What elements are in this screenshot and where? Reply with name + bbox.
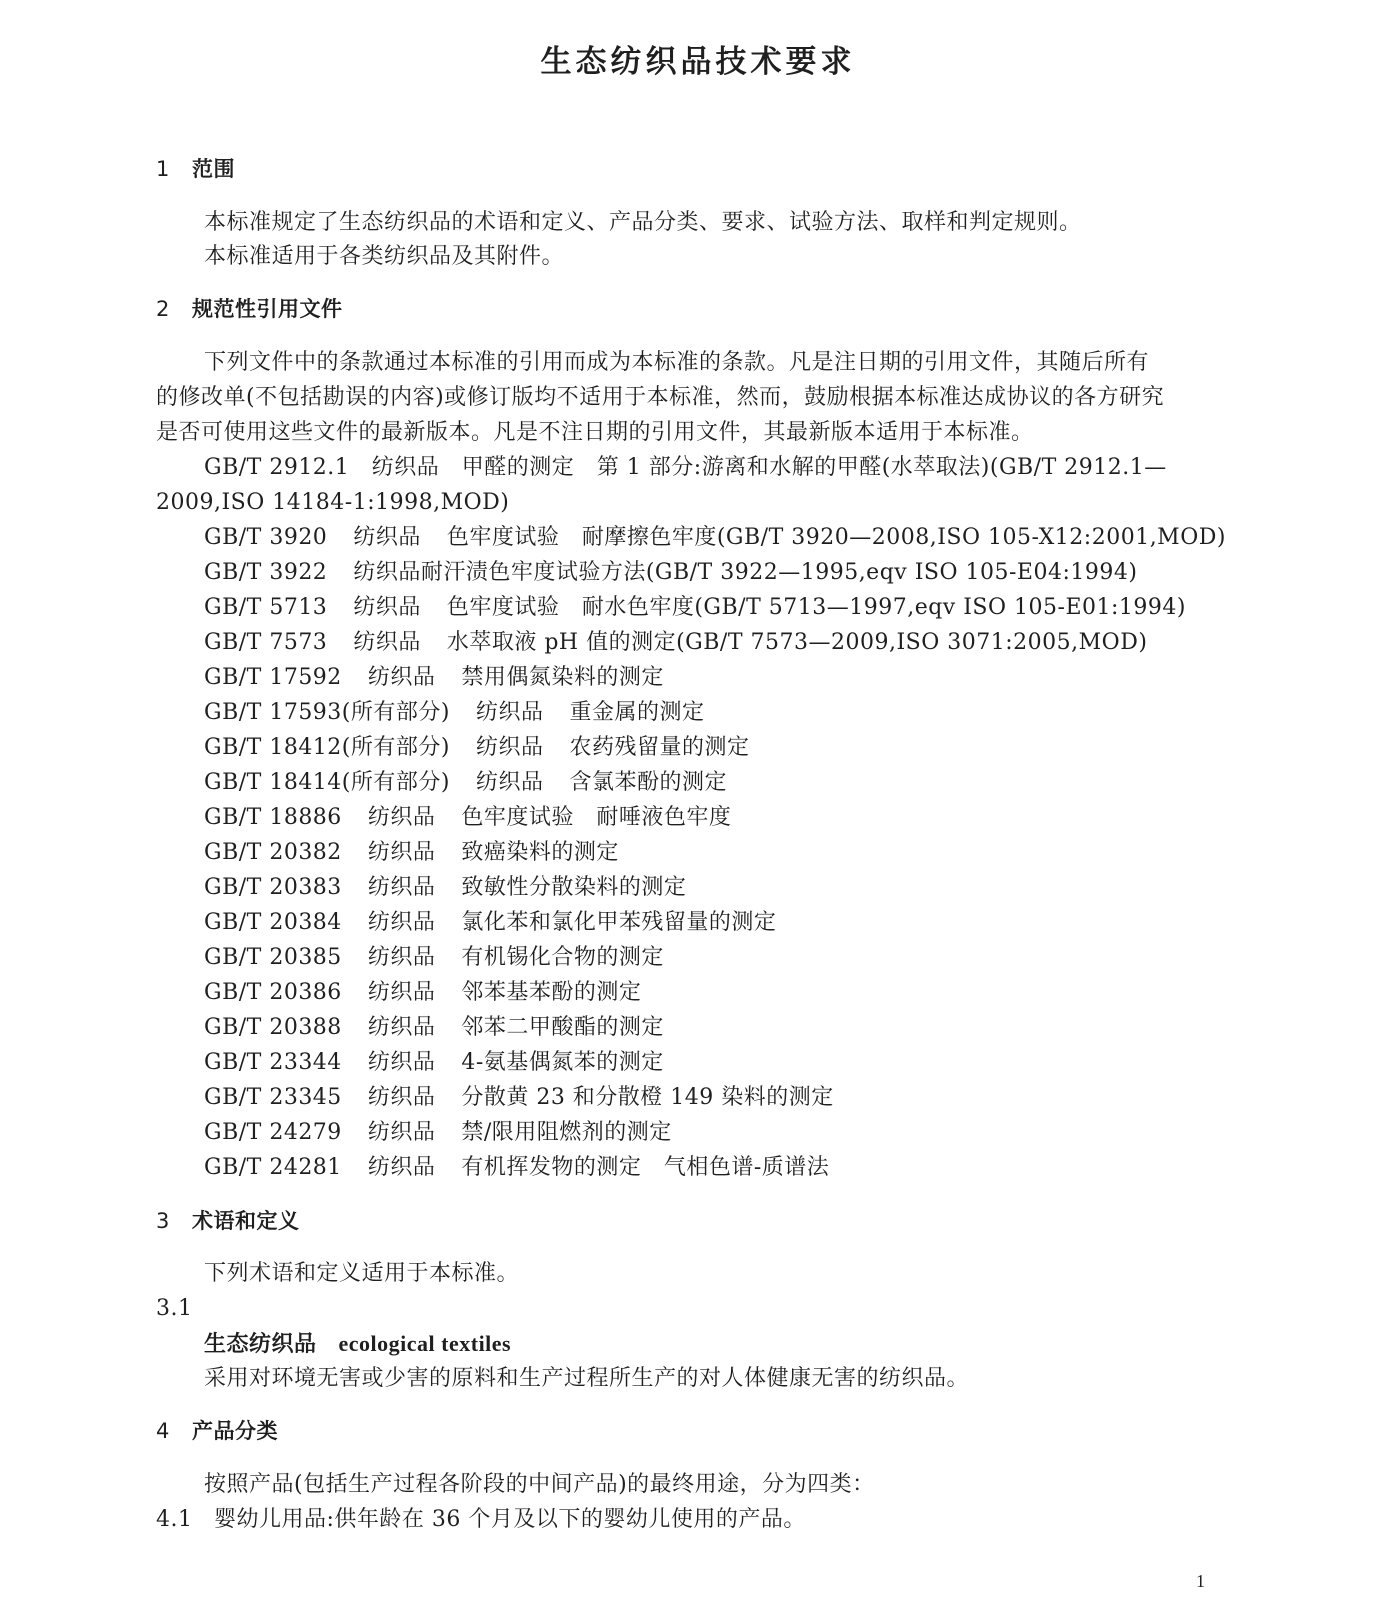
reference-category: 纺织品	[367, 910, 436, 935]
paragraph: 本标准规定了生态纺织品的术语和定义、产品分类、要求、试验方法、取样和判定规则。	[204, 210, 1082, 235]
subsection-text: 婴幼儿用品:供年龄在 36 个月及以下的婴幼儿使用的产品。	[214, 1507, 806, 1532]
reference-code: GB/T 24279	[204, 1120, 342, 1145]
reference-title: 邻苯基苯酚的测定	[461, 980, 642, 1005]
term-entry	[204, 1329, 511, 1360]
paragraph-line: 下列文件中的条款通过本标准的引用而成为本标准的条款。凡是注日期的引用文件，其随后所有	[204, 350, 1150, 375]
reference-category: 纺织品	[353, 595, 421, 620]
reference-code: GB/T 20388	[204, 1015, 342, 1040]
reference-entry	[204, 663, 664, 693]
reference-title: 水萃取液 pH 值的测定(GB/T 7573—2009,ISO 3071:2005,MOD)	[446, 630, 1148, 655]
reference-entry	[204, 1083, 834, 1113]
reference-entry: GB/T 2912.1 纺织品 甲醛的测定 第 1 部分:游离和水解的甲醛(水萃取法)(GB/T 2912.1—	[204, 455, 1167, 480]
paragraph: 下列术语和定义适用于本标准。	[204, 1261, 520, 1286]
section-2-heading	[156, 294, 343, 324]
reference-title: 色牢度试验 耐水色牢度(GB/T 5713—1997,eqv ISO 105-E01:1994)	[446, 595, 1186, 620]
reference-title: 致敏性分散染料的测定	[461, 875, 687, 900]
section-1-heading	[156, 154, 235, 184]
reference-category: 纺织品	[367, 945, 436, 970]
reference-title: 农药残留量的测定	[569, 735, 750, 760]
reference-entry	[204, 698, 705, 728]
reference-category: 纺织品	[367, 1050, 436, 1075]
reference-code: GB/T 20385	[204, 945, 342, 970]
reference-title: 色牢度试验 耐唾液色牢度	[461, 805, 732, 830]
reference-category: 纺织品	[475, 735, 544, 760]
section-title: 术语和定义	[192, 1209, 300, 1233]
reference-code: GB/T 3922	[204, 560, 328, 585]
reference-code: GB/T 20382	[204, 840, 342, 865]
reference-title: 禁用偶氮染料的测定	[461, 665, 664, 690]
reference-entry	[204, 1048, 664, 1078]
reference-entry	[204, 908, 776, 938]
reference-category: 纺织品	[367, 840, 436, 865]
section-number: 3	[156, 1209, 170, 1233]
section-3-heading	[156, 1206, 300, 1236]
term-chinese: 生态纺织品	[204, 1332, 317, 1357]
paragraph-line: 是否可使用这些文件的最新版本。凡是不注日期的引用文件，其最新版本适用于本标准。	[156, 420, 1034, 445]
paragraph: 按照产品(包括生产过程各阶段的中间产品)的最终用途，分为四类：	[204, 1472, 875, 1497]
reference-category: 纺织品	[475, 770, 544, 795]
reference-code: GB/T 17593(所有部分)	[204, 700, 450, 725]
reference-code: GB/T 23344	[204, 1050, 342, 1075]
reference-title: 含氯苯酚的测定	[569, 770, 728, 795]
reference-category: 纺织品	[367, 1015, 436, 1040]
reference-title: 有机挥发物的测定 气相色谱-质谱法	[461, 1155, 830, 1180]
reference-category: 纺织品	[367, 805, 436, 830]
reference-category: 纺织品	[367, 1155, 436, 1180]
section-number: 2	[156, 297, 170, 321]
reference-title: 色牢度试验 耐摩擦色牢度(GB/T 3920—2008,ISO 105-X12:2001,MOD)	[446, 525, 1226, 550]
reference-title: 有机锡化合物的测定	[461, 945, 664, 970]
reference-title: 分散黄 23 和分散橙 149 染料的测定	[461, 1085, 834, 1110]
reference-code: GB/T 20386	[204, 980, 342, 1005]
reference-code: GB/T 23345	[204, 1085, 342, 1110]
reference-code: GB/T 17592	[204, 665, 342, 690]
subsection-4-1	[156, 1505, 806, 1535]
reference-entry	[204, 628, 1147, 658]
reference-code: GB/T 20384	[204, 910, 342, 935]
reference-category: 纺织品耐汗渍色牢度试验方法(GB/T 3922—1995,eqv ISO 105-E04:1994)	[353, 560, 1138, 585]
page-number: 1	[1196, 1571, 1205, 1591]
reference-entry	[204, 978, 641, 1008]
term-definition: 采用对环境无害或少害的原料和生产过程所生产的对人体健康无害的纺织品。	[204, 1366, 970, 1391]
reference-code: GB/T 3920	[204, 525, 328, 550]
reference-entry	[204, 1153, 829, 1183]
section-4-heading	[156, 1416, 278, 1446]
reference-entry	[204, 1118, 672, 1148]
reference-entry	[204, 838, 619, 868]
section-title: 规范性引用文件	[192, 297, 343, 321]
reference-category: 纺织品	[475, 700, 544, 725]
reference-entry	[204, 593, 1186, 623]
section-title: 范围	[192, 157, 235, 181]
reference-code: GB/T 20383	[204, 875, 342, 900]
reference-entry	[204, 733, 750, 763]
reference-entry	[204, 803, 731, 833]
section-title: 产品分类	[192, 1419, 278, 1443]
reference-entry	[204, 1013, 664, 1043]
reference-code: GB/T 18886	[204, 805, 342, 830]
paragraph-line: 的修改单(不包括勘误的内容)或修订版均不适用于本标准，然而，鼓励根据本标准达成协议的各方研究	[156, 385, 1165, 410]
reference-code: GB/T 7573	[204, 630, 328, 655]
term-english: ecological textiles	[338, 1331, 512, 1356]
reference-category: 纺织品	[353, 630, 421, 655]
reference-title: 禁/限用阻燃剂的测定	[461, 1120, 672, 1145]
reference-title: 氯化苯和氯化甲苯残留量的测定	[461, 910, 777, 935]
reference-code: GB/T 24281	[204, 1155, 342, 1180]
reference-title: 4-氨基偶氮苯的测定	[461, 1050, 664, 1075]
reference-entry	[204, 523, 1226, 553]
reference-entry	[204, 558, 1137, 588]
reference-title: 致癌染料的测定	[461, 840, 619, 865]
reference-entry-continuation: 2009,ISO 14184-1:1998,MOD)	[156, 490, 510, 515]
reference-category: 纺织品	[367, 1085, 436, 1110]
reference-category: 纺织品	[367, 980, 436, 1005]
subsection-number: 4.1	[156, 1507, 193, 1532]
reference-code: GB/T 5713	[204, 595, 328, 620]
document-title: 生态纺织品技术要求	[540, 44, 856, 80]
reference-category: 纺织品	[367, 665, 436, 690]
section-number: 4	[156, 1419, 170, 1443]
reference-category: 纺织品	[367, 875, 436, 900]
reference-title: 重金属的测定	[569, 700, 705, 725]
paragraph: 本标准适用于各类纺织品及其附件。	[204, 244, 565, 269]
reference-entry	[204, 768, 727, 798]
reference-category: 纺织品	[367, 1120, 436, 1145]
reference-entry	[204, 873, 686, 903]
reference-category: 纺织品	[353, 525, 421, 550]
section-number: 1	[156, 157, 170, 181]
reference-code: GB/T 18412(所有部分)	[204, 735, 450, 760]
reference-code: GB/T 18414(所有部分)	[204, 770, 450, 795]
reference-title: 邻苯二甲酸酯的测定	[461, 1015, 664, 1040]
reference-entry	[204, 943, 664, 973]
subsection-number: 3.1	[156, 1296, 193, 1321]
